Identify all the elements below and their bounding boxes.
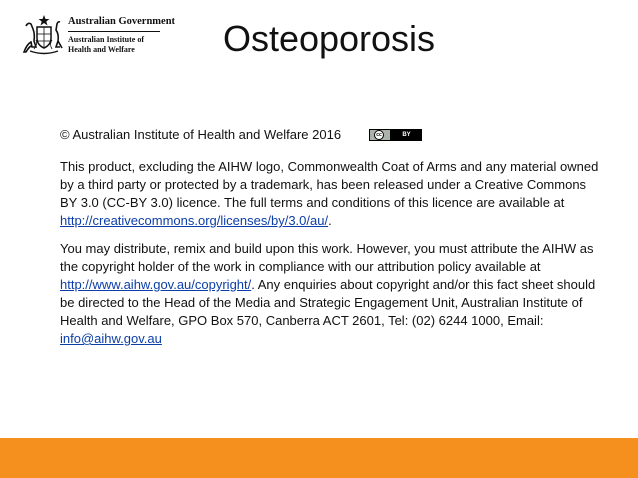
enquiries-text: . Any enquiries about copyright and/or this fact sheet should be directed to the Head of the Media and Strategic Engagement Unit, Australian Institute of Health and Welfare, GPO Box 570, Canberra ACT 2601, Tel: (02) 6244 1000, Email: — [60, 277, 596, 328]
institute-line-2: Health and Welfare — [68, 45, 135, 54]
attribution-paragraph — [60, 240, 600, 348]
cc-by-label: BY — [402, 132, 411, 138]
footer-bar — [0, 438, 638, 478]
creative-commons-link[interactable]: http://creativecommons.org/licenses/by/3.0/au/ — [60, 213, 329, 228]
institute-line-1: Australian Institute of — [68, 35, 145, 44]
licence-text-end: . — [328, 213, 332, 228]
licence-text: This product, excluding the AIHW logo, Commonwealth Coat of Arms and any material owned by a third party or protected by a trademark, has been released under a Creative Commons BY 3.0 (CC-BY 3.0) licence. The full terms and conditions of this licence are available at — [60, 159, 599, 210]
email-link[interactable]: info@aihw.gov.au — [60, 331, 162, 346]
copyright-policy-link[interactable]: http://www.aihw.gov.au/copyright/ — [60, 277, 252, 292]
copyright-notice: © Australian Institute of Health and Welfare 2016 — [60, 127, 342, 142]
australian-government-label: Australian Government — [68, 16, 176, 27]
licence-paragraph — [60, 158, 600, 230]
creative-commons-icon: cc — [374, 130, 384, 140]
cc-by-badge — [369, 129, 422, 141]
attribution-text: You may distribute, remix and build upon this work. However, you must attribute the AIHW as the copyright holder of the work in compliance with our attribution policy available at — [60, 241, 594, 274]
page-title: Osteoporosis — [222, 18, 436, 59]
